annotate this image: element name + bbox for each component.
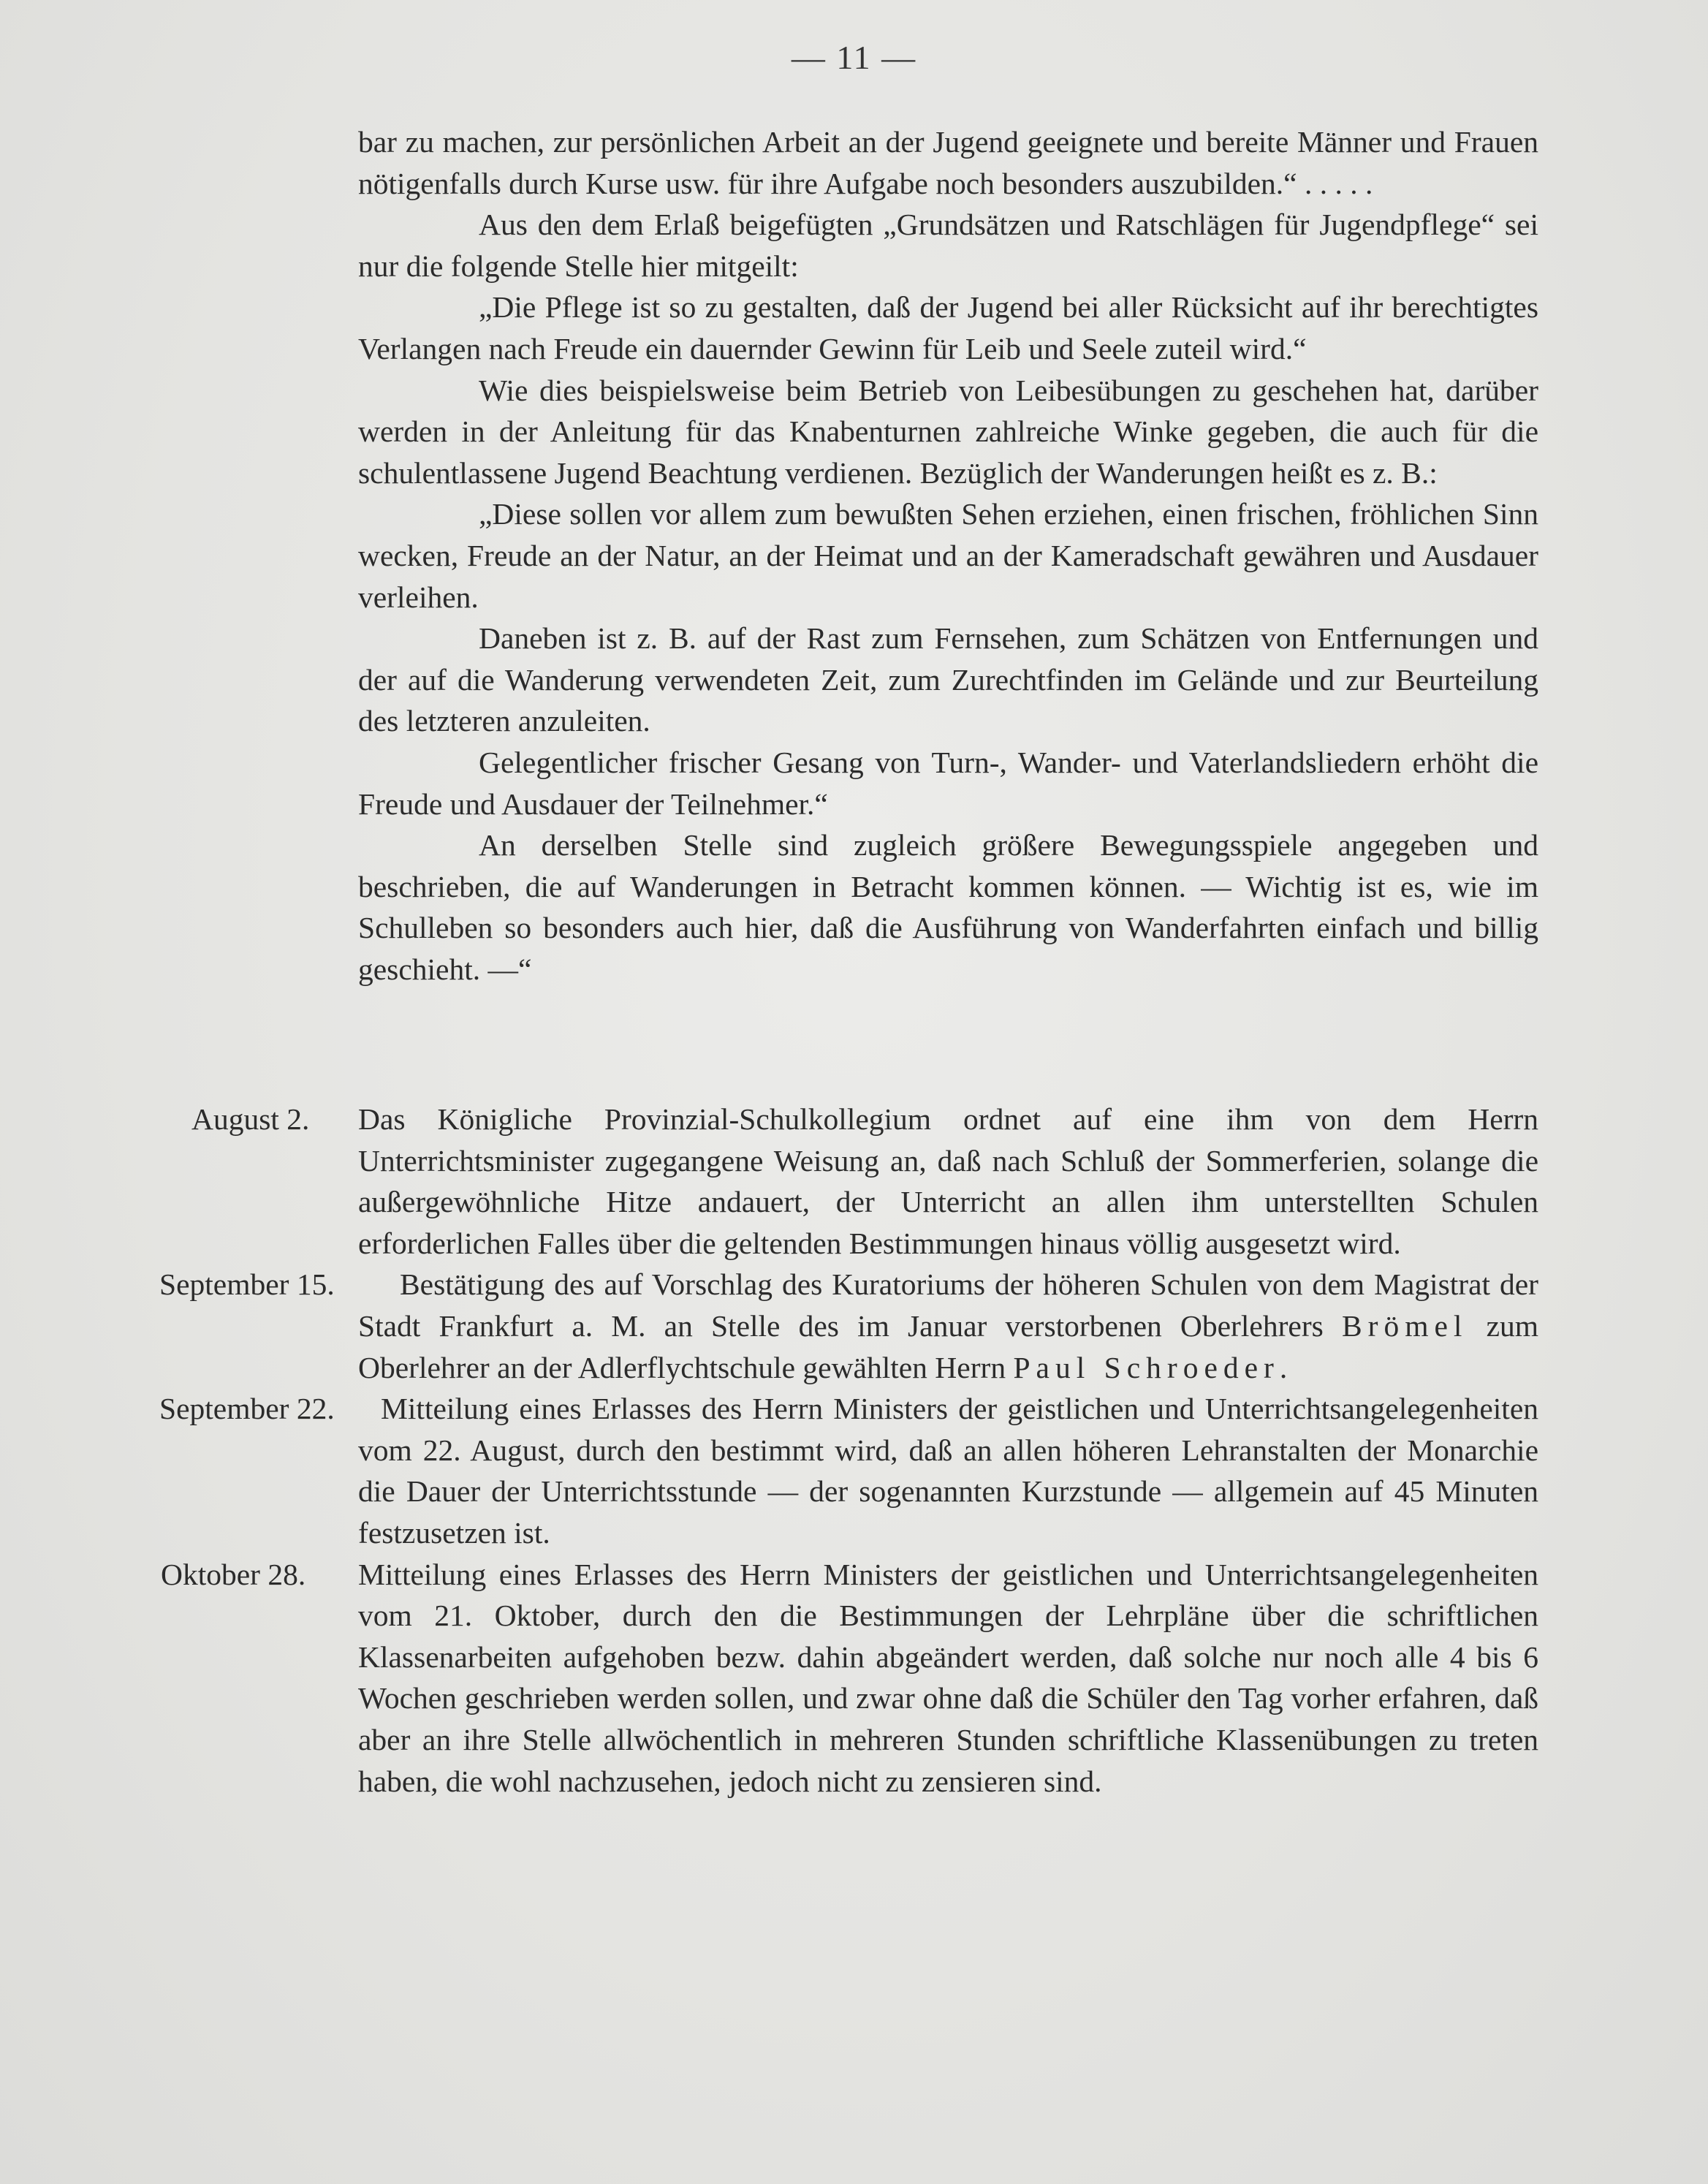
entry-date: September 22. [159, 1392, 335, 1426]
entry-text [358, 1264, 1538, 1388]
chronicle-entry [0, 1264, 1708, 1388]
chronicle-entries [0, 1099, 1708, 1802]
quoted-paragraph: „Diese sollen vor allem zum bewußten Sehen erziehen, einen frischen, fröhlichen Sinn wecken, Freude an der Natur, an der Heimat und an der Kameradschaft gewähren und Ausdauer verleihen. [358, 497, 1538, 614]
entry-date: Oktober 28. [161, 1557, 306, 1591]
entry-date: September 15. [159, 1267, 335, 1302]
chronicle-entry [0, 1099, 1708, 1264]
entry-text-part: zum Oberlehrer an der Adlerflychtschule gewählten Herrn [358, 1308, 1539, 1384]
page-number: — 11 — [791, 39, 917, 76]
paragraph: Gelegentlicher frischer Gesang von Turn-, Wander- und Vaterlandsliedern erhöht die Freude und Ausdauer der Teilnehmer.“ [358, 745, 1538, 821]
person-name: Brömel [1341, 1308, 1468, 1343]
person-name: Paul Schroeder [1013, 1350, 1280, 1384]
entry-text: Mitteilung eines Erlasses des Herrn Ministers der geistlichen und Unterrichtsangelegenheiten vom 22. August, durch den bestimmt wird, daß an allen höheren Lehranstalten der Monarchie die Dauer der Unterrichtsstunde — der sogenannten Kurzstunde — allgemein auf 45 Minuten festzusetzen ist. [358, 1392, 1538, 1550]
paragraph: Wie dies beispielsweise beim Betrieb von Leibesübungen zu geschehen hat, darüber werden in der Anleitung für das Knabenturnen zahlreiche Winke gegeben, die auch für die schulentlassene Jugend Beachtung verdienen. Bezüglich der Wanderungen heißt es z. B.: [358, 373, 1538, 490]
paragraph: Daneben ist z. B. auf der Rast zum Fernsehen, zum Schätzen von Entfernungen und der auf die Wanderung verwendeten Zeit, zum Zurechtfinden im Gelände und zur Beurteilung des letzteren anzuleiten. [358, 621, 1538, 738]
chronicle-entry [0, 1388, 1708, 1553]
quoted-paragraph: „Die Pflege ist so zu gestalten, daß der Jugend bei aller Rücksicht auf ihr berechtigtes Verlangen nach Freude ein dauernder Gewinn für Leib und Seele zuteil wird.“ [358, 290, 1538, 365]
entry-text-part: Bestätigung des auf Vorschlag des Kuratoriums der höheren Schulen von dem Magistrat der Stadt Frankfurt a. M. an Stelle des im Januar verstorbenen Oberlehrers [358, 1267, 1538, 1343]
paragraph: An derselben Stelle sind zugleich größere Bewegungsspiele angegeben und beschrieben, die auf Wanderungen in Betracht kommen können. — Wichtig ist es, wie im Schulleben so besonders auch hier, daß die Ausführung von Wanderfahrten einfach und billig geschieht. —“ [358, 828, 1538, 986]
entry-text: Das Königliche Provinzial-Schulkollegium ordnet auf eine ihm von dem Herrn Unterrichtsminister zugegangene Weisung an, daß nach Schluß der Sommerferien, solange die außergewöhnliche Hitze andauert, der Unterricht an allen ihm unterstellten Schulen erforderlichen Falles über die geltenden Bestimmungen hinaus völlig ausgesetzt wird. [358, 1102, 1538, 1260]
entry-text-part: . [1279, 1350, 1288, 1384]
chronicle-entry [0, 1554, 1708, 1802]
body-text [358, 121, 1538, 990]
paragraph: Aus den dem Erlaß beigefügten „Grundsätzen und Ratschlägen für Jugendpflege“ sei nur die folgende Stelle hier mitgeilt: [358, 208, 1538, 283]
paragraph: bar zu machen, zur persönlichen Arbeit an der Jugend geeignete und bereite Männer und Frauen nötigenfalls durch Kurse usw. für ihre Aufgabe noch besonders auszubilden.“ . . . . . [358, 125, 1538, 200]
entry-text: Mitteilung eines Erlasses des Herrn Ministers der geistlichen und Unterrichtsangelegenheiten vom 21. Oktober, durch den die Bestimmungen der Lehrpläne über die schriftlichen Klassenarbeiten aufgehoben bezw. dahin abgeändert werden, daß solche nur noch alle 4 bis 6 Wochen geschrieben werden sollen, und zwar ohne daß die Schüler den Tag vorher erfahren, daß aber an ihre Stelle allwöchentlich in mehreren Stunden schriftliche Klassenübungen zu treten haben, die wohl nachzusehen, jedoch nicht zu zensieren sind. [358, 1557, 1538, 1798]
entry-date: August 2. [191, 1102, 310, 1136]
